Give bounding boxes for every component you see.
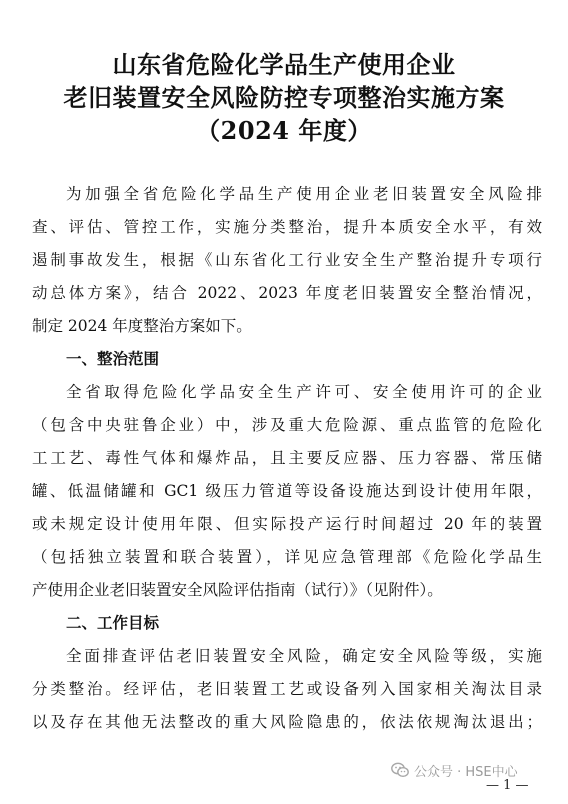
intro-line: 遏制事故发生，根据《山东省化工行业安全生产整治提升专项行 (32, 251, 542, 269)
section1-line: 工工艺、毒性气体和爆炸品，且主要反应器、压力容器、常压储 (32, 449, 542, 467)
title-line-1: 山东省危险化学品生产使用企业 (112, 50, 456, 79)
section-heading-scope: 一、整治范围 (66, 350, 160, 368)
section2-line: 全面排查评估老旧装置安全风险，确定安全风险等级，实施 (66, 647, 542, 665)
intro-line: 制定 2024 年度整治方案如下。 (32, 317, 252, 335)
section1-line: 或未规定设计使用年限、但实际投产运行时间超过 20 年的装置 (32, 515, 542, 533)
wechat-icon (391, 762, 409, 778)
section2-line: 分类整治。经评估，老旧装置工艺或设备列入国家相关淘汰目录 (32, 680, 542, 698)
intro-line: 动总体方案》，结合 2022、2023 年度老旧装置安全整治情况， (32, 284, 542, 302)
section1-line: 罐、低温储罐和 GC1 级压力管道等设备设施达到设计使用年限， (32, 482, 542, 500)
intro-line: 查、评估、管控工作，实施分类整治，提升本质安全水平，有效 (32, 218, 542, 236)
section-heading-goals: 二、工作目标 (66, 614, 160, 632)
title-line-2: 老旧装置安全风险防控专项整治实施方案 (63, 83, 505, 112)
watermark (391, 760, 518, 780)
section1-line: 全省取得危险化学品安全生产许可、安全使用许可的企业 (66, 383, 542, 401)
watermark-text: 公众号 · HSE中心 (414, 764, 518, 780)
intro-line: 为加强全省危险化学品生产使用企业老旧装置安全风险排 (66, 185, 542, 203)
section1-line: 产使用企业老旧装置安全风险评估指南（试行）》（见附件）。 (32, 581, 443, 599)
section1-line: （包含中央驻鲁企业）中，涉及重大危险源、重点监管的危险化 (32, 416, 542, 434)
section1-line: （包括独立装置和联合装置），详见应急管理部《危险化学品生 (32, 548, 542, 566)
title-line-3: （2024 年度） (196, 116, 372, 145)
section2-line: 以及存在其他无法整改的重大风险隐患的，依法依规淘汰退出； (32, 713, 542, 731)
page-number: — 1 — (486, 778, 529, 793)
